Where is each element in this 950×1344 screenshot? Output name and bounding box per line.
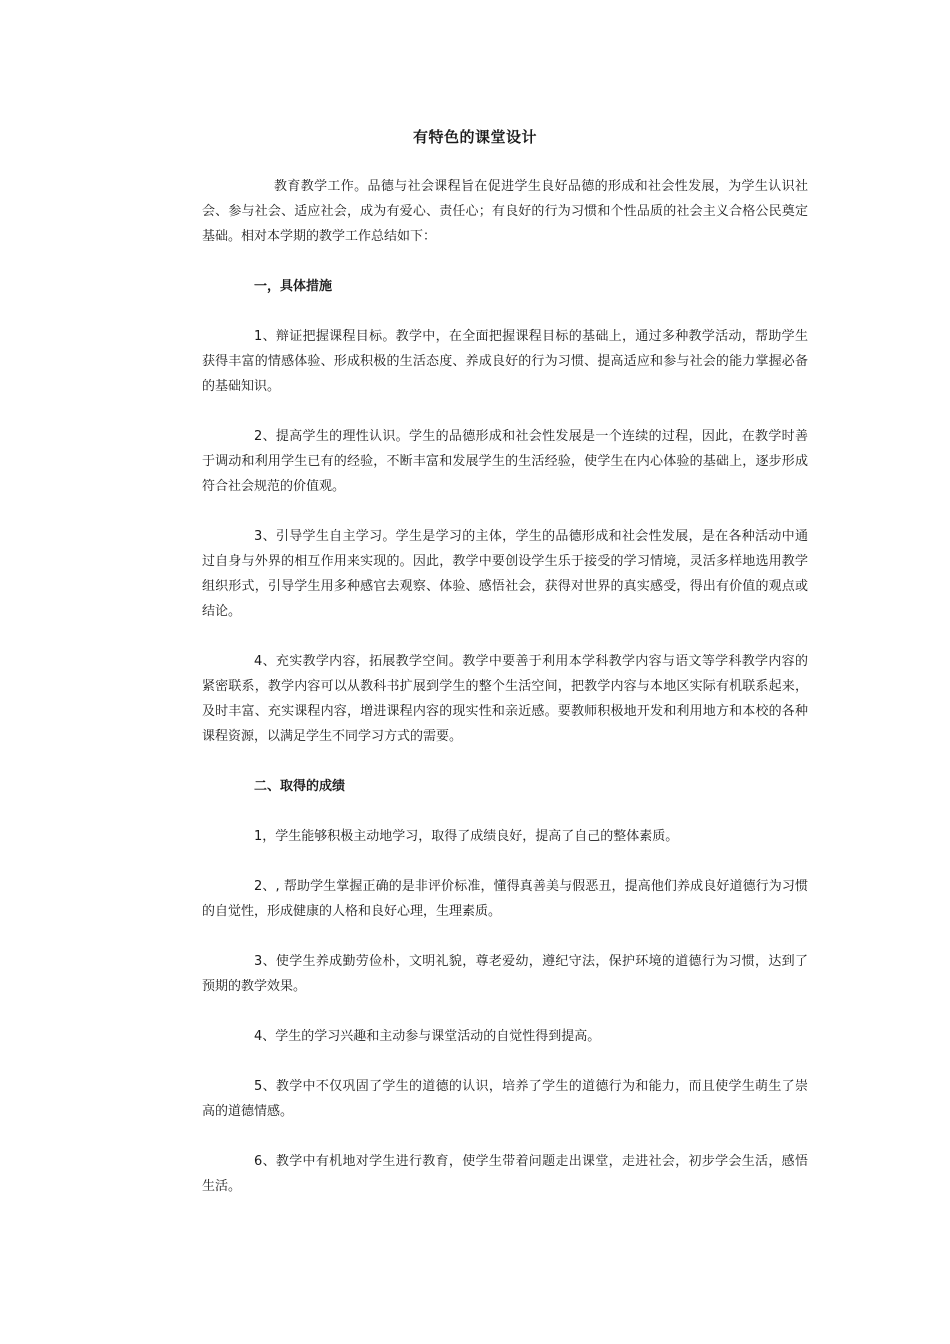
section-heading-measures: 一，具体措施: [254, 279, 333, 294]
achievement-item-1: 1，学生能够积极主动地学习，取得了成绩良好，提高了自己的整体素质。: [254, 829, 679, 844]
achievement-item-6: 6、教学中有机地对学生进行教育，使学生带着问题走出课堂，走进社会，初步学会生活，感悟生活。: [202, 1154, 808, 1194]
achievement-item-5: 5、教学中不仅巩固了学生的道德的认识，培养了学生的道德行为和能力，而且使学生萌生了崇高的道德情感。: [202, 1079, 808, 1119]
measure-item-4: 4、充实教学内容，拓展教学空间。教学中要善于利用本学科教学内容与语文等学科教学内容的紧密联系，教学内容可以从教科书扩展到学生的整个生活空间，把教学内容与本地区实际有机联系起来，及时丰富、充实课程内容，增进课程内容的现实性和亲近感。要教师积极地开发和利用地方和本校的各种课程资源，以满足学生不同学习方式的需要。: [202, 654, 808, 744]
document-body: [202, 174, 808, 1224]
achievement-item-4: 4、学生的学习兴趣和主动参与课堂活动的自觉性得到提高。: [254, 1029, 601, 1044]
achievement-item-2: 2、, 帮助学生掌握正确的是非评价标准，懂得真善美与假恶丑，提高他们养成良好道德行为习惯的自觉性，形成健康的人格和良好心理，生理素质。: [202, 879, 808, 919]
measure-item-3: 3、引导学生自主学习。学生是学习的主体，学生的品德形成和社会性发展，是在各种活动中通过自身与外界的相互作用来实现的。因此，教学中要创设学生乐于接受的学习情境，灵活多样地选用教学组织形式，引导学生用多种感官去观察、体验、感悟社会，获得对世界的真实感受，得出有价值的观点或结论。: [202, 529, 808, 619]
document-title: 有特色的课堂设计: [412, 128, 537, 146]
intro-paragraph: 教育教学工作。品德与社会课程旨在促进学生良好品德的形成和社会性发展，为学生认识社会、参与社会、适应社会，成为有爱心、责任心；有良好的行为习惯和个性品质的社会主义合格公民奠定基础。相对本学期的教学工作总结如下：: [202, 179, 808, 244]
measure-item-2: 2、提高学生的理性认识。学生的品德形成和社会性发展是一个连续的过程，因此，在教学时善于调动和利用学生已有的经验，不断丰富和发展学生的生活经验，使学生在内心体验的基础上，逐步形成符合社会规范的价值观。: [202, 429, 808, 494]
section-heading-achievements: 二、取得的成绩: [254, 779, 346, 794]
achievement-item-3: 3、使学生养成勤劳俭朴，文明礼貌，尊老爱幼，遵纪守法，保护环境的道德行为习惯，达到了预期的教学效果。: [202, 954, 808, 994]
measure-item-1: 1、辩证把握课程目标。教学中，在全面把握课程目标的基础上，通过多种教学活动，帮助学生获得丰富的情感体验、形成积极的生活态度、养成良好的行为习惯、提高适应和参与社会的能力掌握必备的基础知识。: [202, 329, 808, 394]
